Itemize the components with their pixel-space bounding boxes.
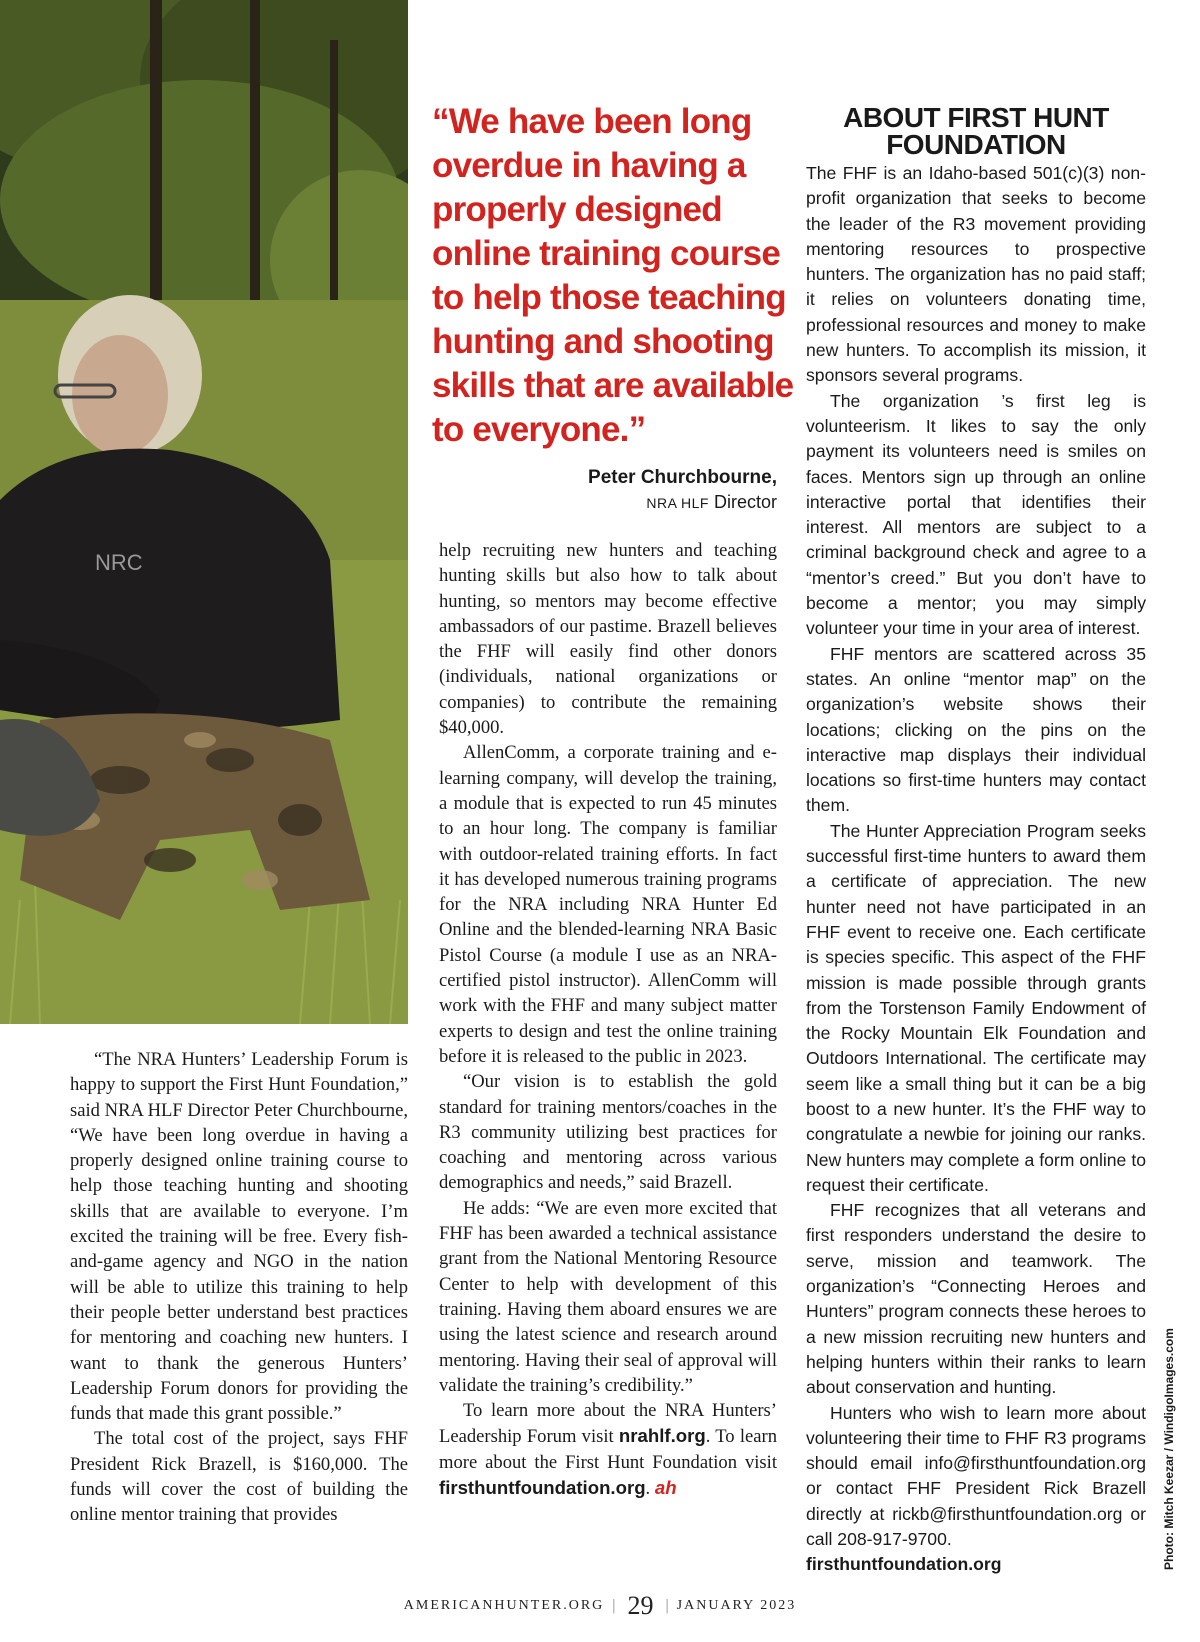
sidebar-paragraph: Hunters who wish to learn more about volunteering their time to FHF R3 programs should email info@firsthuntfoundation.org or contact FHF President Rick Brazell directly at rickb@firsthuntfoundation.org or call 208-917-9700. bbox=[806, 1402, 1146, 1550]
nrahlf-link[interactable]: nrahlf.org bbox=[618, 1425, 706, 1447]
article-column-1 bbox=[70, 1047, 408, 1528]
page-footer bbox=[0, 1591, 1200, 1621]
article-closing-paragraph bbox=[439, 1398, 777, 1501]
sidebar-paragraph: The FHF is an Idaho-based 501(c)(3) non-profit organization that seeks to become the leader of the R3 movement providing mentoring resources to prospective hunters. The organization has no paid staff; it relies on volunteers donating time, professional resources and money to make new hunters. To accomplish its mission, it sponsors several programs. bbox=[806, 163, 1146, 386]
article-paragraph: AllenComm, a corporate training and e-learning company, will develop the training, a module that is expected to run 45 minutes to an hour long. The company is familiar with outdoor-related training efforts. In fact it has developed numerous training programs for the NRA including NRA Hunter Ed Online and the blended-learning NRA Basic Pistol Course (a module I use as an NRA-certified pistol instructor). AllenComm will work with the FHF and many subject matter experts to design and test the online training before it is released to the public in 2023. bbox=[439, 742, 777, 1067]
hunter-kneeling-photo bbox=[0, 0, 408, 1024]
sidebar-paragraph: The Hunter Appreciation Program seeks successful first-time hunters to award them a certificate of appreciation. The new hunter need not have participated in an FHF event to receive one. Each certificate is species specific. This aspect of the FHF mission is made possible through grants from the Torstenson Family Endowment of the Rocky Mountain Elk Foundation and Outdoors International. The certificate may seem like a small thing but it can be a big boost to a new hunter. It’s the FHF way to congratulate a newbie for joining our ranks. New hunters may complete a form online to request their certificate. bbox=[806, 820, 1146, 1195]
sidebar-paragraph: FHF recognizes that all veterans and first responders understand the desire to serve, mission and teamwork. The organization’s “Connecting Heroes and Hunters” program connects these heroes to a new mission recruiting new hunters and helping hunters within their ranks to learn about conservation and hunting. bbox=[806, 1200, 1146, 1398]
photo-illustration bbox=[0, 0, 408, 1024]
closing-text: . To learn more about the First Hunt Foundation visit bbox=[439, 1426, 777, 1473]
page-number: 29 bbox=[627, 1591, 654, 1620]
article-paragraph: “The NRA Hunters’ Leadership Forum is happy to support the First Hunt Foundation,” said NRA HLF Director Peter Churchbourne, “We have been long overdue in having a properly designed online training course to help those teaching hunting and shooting skills that are available to everyone. I’m excited the training will be free. Every fish-and-game agency and NGO in the nation will be able to utilize this training to help their people better understand best practices for mentoring and coaching new hunters. I want to thank the generous Hunters’ Leadership Forum donors for providing the funds that made this grant possible.” bbox=[70, 1049, 408, 1425]
article-column-2 bbox=[439, 538, 777, 1501]
footer-date: JANUARY 2023 bbox=[676, 1598, 797, 1613]
sidebar-column bbox=[806, 161, 1146, 1578]
article-paragraph: “Our vision is to establish the gold standard for training mentors/coaches in the R3 community utilizing best practices for coaching and mentoring across various demographics and needs,” said Brazell. bbox=[439, 1071, 777, 1194]
pull-quote-attribution-name: Peter Churchbourne, bbox=[588, 467, 777, 488]
sidebar-paragraph: FHF mentors are scattered across 35 states. An online “mentor map” on the organization’s website shows their locations; clicking on the pins on the interactive map displays their individual locations so first-time hunters may contact them. bbox=[806, 643, 1146, 816]
sidebar-link-paragraph bbox=[806, 1552, 1146, 1577]
closing-text: To learn more about the NRA Hunters’ Leadership Forum visit bbox=[439, 1400, 777, 1448]
closing-text: . bbox=[645, 1477, 651, 1499]
footer-site: AMERICANHUNTER.ORG bbox=[403, 1598, 605, 1613]
sidebar-paragraph: The organization ’s first leg is volunteerism. It likes to say the only payment its volunteers need is smiles on faces. Mentors sign up through an online interactive portal that identifies their interest. All mentors are subject to a criminal background check and agree to a “mentor’s creed.” But you don’t have to become a mentor; you may simply volunteer your time in your area of interest. bbox=[806, 390, 1146, 639]
article-paragraph: He adds: “We are even more excited that FHF has been awarded a technical assistance grant from the National Mentoring Resource Center to help with development of this training. Having them aboard ensures we are using the latest science and research around mentoring. Having their seal of approval will validate the training’s credibility.” bbox=[439, 1197, 777, 1396]
sidebar-heading: ABOUT FIRST HUNT FOUNDATION bbox=[843, 102, 1109, 160]
pull-quote-attribution-title: NRA HLF Director bbox=[646, 492, 777, 512]
footer-divider: | bbox=[665, 1597, 669, 1614]
sidebar-website-link[interactable]: firsthuntfoundation.org bbox=[806, 1554, 1002, 1575]
firsthunt-link[interactable]: firsthuntfoundation.org bbox=[439, 1476, 646, 1498]
article-paragraph: The total cost of the project, says FHF President Rick Brazell, is $160,000. The funds will cover the cost of building the online mentor training that provides bbox=[70, 1428, 408, 1526]
svg-text:NRC: NRC bbox=[95, 550, 143, 575]
end-mark: ah bbox=[654, 1476, 677, 1498]
photo-credit: Photo: Mitch Keezar / WindigoImages.com bbox=[1162, 1328, 1176, 1570]
article-paragraph: help recruiting new hunters and teaching hunting skills but also how to talk about hunting, so mentors may become effective ambassadors of our pastime. Brazell believes the FHF will easily find other donors (individuals, national organizations or companies) to contribute the remaining $40,000. bbox=[439, 540, 777, 739]
footer-divider: | bbox=[612, 1597, 616, 1614]
pull-quote: “We have been long overdue in having a properly designed online training course to help those teaching hunting and shooting skills that are available to everyone.” bbox=[432, 102, 794, 449]
